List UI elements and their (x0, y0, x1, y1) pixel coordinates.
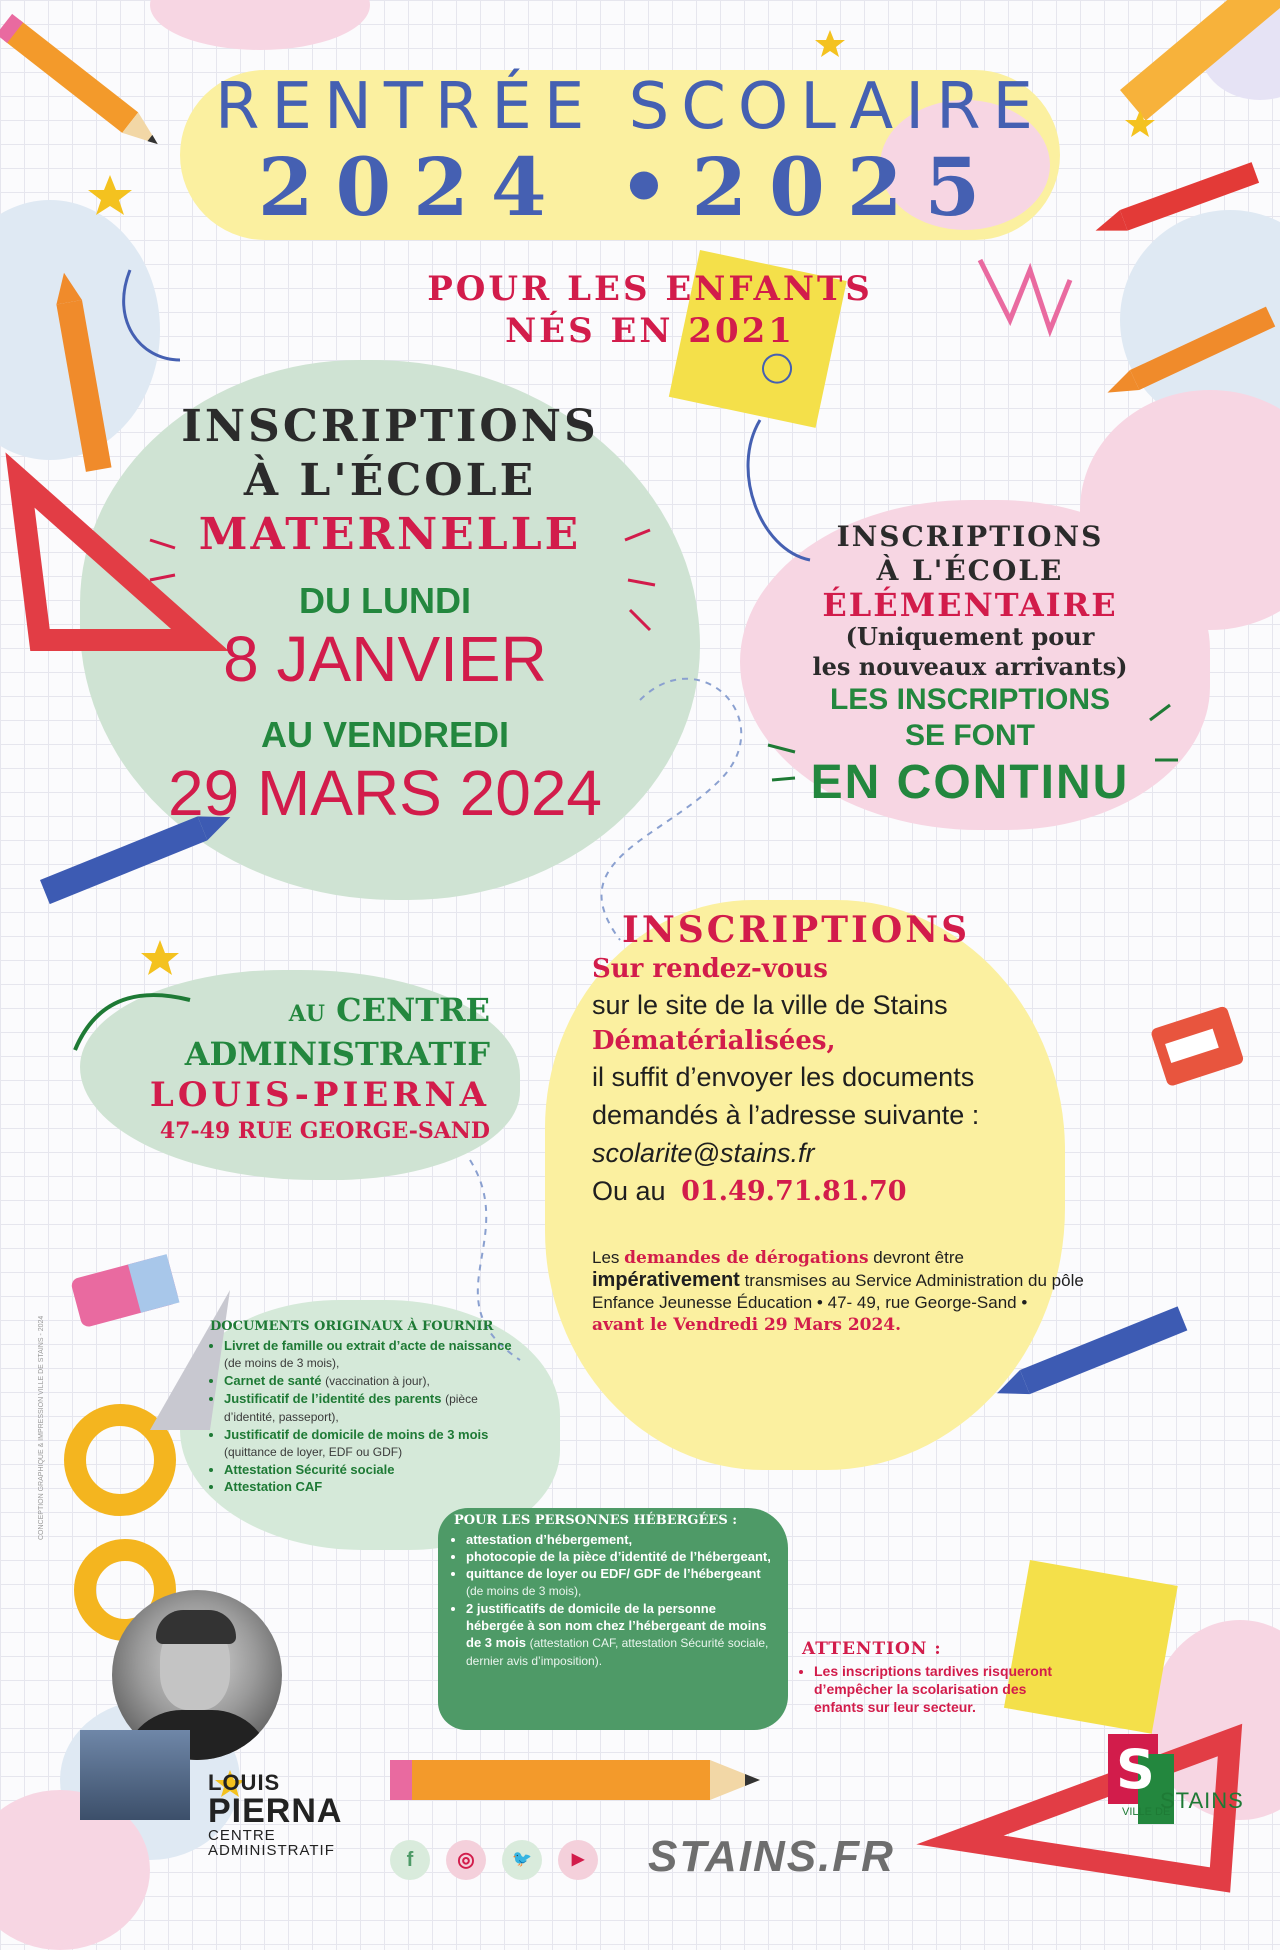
crayon-icon (1103, 307, 1275, 403)
elementaire-line6: EN CONTINU (810, 756, 1130, 809)
elementaire-line5: SE FONT (904, 719, 1035, 752)
maternelle-line3: MATERNELLE (198, 509, 582, 560)
pencil-icon (0, 14, 166, 155)
subtitle-line2: NÉS EN 2021 (505, 311, 795, 351)
arrow-icon (124, 270, 180, 360)
to-label: AU VENDREDI (260, 714, 510, 755)
youtube-icon[interactable]: ▶ (558, 1840, 598, 1880)
crayon-icon (1092, 162, 1259, 241)
scissors-icon (75, 1290, 230, 1630)
d6: avant le Vendredi 29 Mars 2024. (592, 1315, 902, 1335)
to-date: 29 MARS 2024 (167, 757, 603, 829)
maternelle-line1: INSCRIPTIONS (181, 401, 599, 452)
centre-address (90, 990, 490, 1146)
elementaire-section (760, 520, 1180, 812)
d5: transmises au Service Administration du pôle Enfance Jeunesse Éducation • 47- 49, rue George-Sand • (592, 1271, 1084, 1312)
twitter-icon[interactable]: 🐦 (502, 1840, 542, 1880)
item-bold: photocopie de la pièce d’identité de l’hébergeant, (466, 1549, 771, 1564)
heberges-list (454, 1512, 774, 1670)
portrait-hair (156, 1610, 236, 1644)
building-image (80, 1730, 190, 1820)
centre-l3: LOUIS-PIERNA (149, 1075, 490, 1115)
item-bold: Carnet de santé (224, 1373, 322, 1388)
attention-note (802, 1640, 1062, 1716)
ville-de-label: VILLE DE (1122, 1806, 1171, 1818)
item-bold: Attestation CAF (224, 1479, 323, 1494)
item-note: (pièce d’identité, passeport), (224, 1392, 478, 1424)
list-item (224, 1478, 520, 1495)
elementaire-line3: ÉLÉMENTAIRE (822, 586, 1118, 624)
elementaire-line4: LES INSCRIPTIONS (829, 683, 1111, 716)
elementaire-note1: (Uniquement pour (845, 622, 1095, 651)
centre-l4: 47-49 RUE GEORGE-SAND (159, 1118, 490, 1144)
list-item (224, 1337, 520, 1372)
lp3: CENTRE (208, 1827, 276, 1844)
lp4: ADMINISTRATIF (208, 1842, 335, 1859)
rdv-sub1: Sur rendez-vous (592, 954, 828, 984)
list-item (466, 1565, 774, 1600)
inscriptions-info (592, 908, 1092, 1336)
school-year: 2024 •2025 (257, 140, 1003, 234)
elementaire-line1: INSCRIPTIONS (836, 520, 1104, 553)
list-item (224, 1426, 520, 1461)
lp1: LOUIS (208, 1770, 281, 1795)
squiggle-icon (980, 260, 1070, 330)
derogation-note (592, 1247, 1092, 1336)
centre-l1: CENTRE (336, 991, 490, 1029)
rdv-sub2: Dématérialisées, (592, 1026, 836, 1056)
list-item (466, 1531, 774, 1548)
d1: Les (592, 1248, 620, 1267)
stains-wordmark: STAINS (1160, 1788, 1244, 1813)
attention-heading: ATTENTION : (802, 1639, 942, 1659)
from-date: 8 JANVIER (223, 623, 547, 695)
website-link[interactable]: STAINS.FR (648, 1832, 895, 1881)
item-bold: Attestation Sécurité sociale (224, 1462, 395, 1477)
d4: impérativement (592, 1269, 740, 1291)
phone-number[interactable]: 01.49.71.81.70 (681, 1176, 907, 1207)
item-bold: attestation d’hébergement, (466, 1532, 633, 1547)
credit-line: CONCEPTION GRAPHIQUE & IMPRESSION VILLE DE STAINS - 2024 (38, 1315, 45, 1540)
rdv-p2: il suffit d’envoyer les documents (592, 1062, 975, 1092)
d3: devront être (873, 1248, 964, 1267)
list-item (224, 1390, 520, 1426)
item-note: (de moins de 3 mois), (466, 1584, 582, 1598)
rdv-p1: sur le site de la ville de Stains (592, 990, 948, 1020)
eraser-icon (70, 1254, 180, 1328)
item-note: (de moins de 3 mois), (224, 1356, 340, 1370)
email-link[interactable]: scolarite@stains.fr (592, 1138, 815, 1168)
instagram-icon[interactable]: ◎ (446, 1840, 486, 1880)
heberges-heading: POUR LES PERSONNES HÉBERGÉES : (454, 1513, 738, 1528)
lp2: PIERNA (208, 1792, 343, 1830)
crayon-icon (51, 270, 111, 471)
pencil-icon (390, 1760, 760, 1800)
item-bold: Justificatif de domicile de moins de 3 mois (224, 1427, 489, 1442)
list-item (466, 1548, 774, 1565)
list-item (224, 1372, 520, 1390)
attention-text: • Les inscriptions tardives risqueront d’empêcher la scolarisation des enfants sur leur secteur. (814, 1662, 1062, 1716)
elementaire-note2: les nouveaux arrivants) (812, 652, 1128, 681)
item-note: (attestation CAF, attestation Sécurité sociale, dernier avis d’imposition). (466, 1636, 769, 1668)
page-title: RENTRÉE SCOLAIRE (215, 70, 1045, 144)
centre-l2: ADMINISTRATIF (184, 1035, 490, 1073)
maternelle-line2: À L'ÉCOLE (243, 455, 537, 506)
facebook-icon[interactable]: f (390, 1840, 430, 1880)
item-bold: 2 justificatifs de domicile de la personne hébergée à son nom chez l’hébergeant de moins de 3 mois (466, 1601, 767, 1650)
docs-heading: DOCUMENTS ORIGINAUX À FOURNIR (210, 1319, 494, 1334)
maternelle-heading (130, 400, 650, 562)
rdv-p3: demandés à l’adresse suivante : (592, 1100, 980, 1130)
centre-au: AU (288, 1001, 325, 1027)
logo-s-letter: S (1116, 1738, 1155, 1801)
from-label: DU LUNDI (299, 580, 471, 621)
maternelle-dates (120, 580, 650, 830)
list-item (224, 1461, 520, 1478)
subtitle-line1: POUR LES ENFANTS (427, 269, 873, 309)
rdv-heading: INSCRIPTIONS (622, 909, 971, 951)
sharpener-icon (1150, 1005, 1245, 1087)
d2: demandes de dérogations (624, 1248, 869, 1268)
documents-list (210, 1318, 520, 1495)
subtitle (380, 268, 920, 352)
louis-pierna-label (208, 1772, 388, 1858)
rdv-ou: Ou au (592, 1176, 666, 1206)
item-note: (vaccination à jour), (325, 1374, 430, 1388)
item-bold: quittance de loyer ou EDF/ GDF de l’hébergeant (466, 1566, 761, 1581)
list-item (466, 1600, 774, 1670)
item-bold: Livret de famille ou extrait d’acte de naissance (224, 1338, 512, 1353)
elementaire-line2: À L'ÉCOLE (876, 554, 1064, 587)
item-bold: Justificatif de l’identité des parents (224, 1391, 442, 1406)
ruler-icon (1120, 0, 1280, 121)
item-note: (quittance de loyer, EDF ou GDF) (224, 1445, 403, 1459)
